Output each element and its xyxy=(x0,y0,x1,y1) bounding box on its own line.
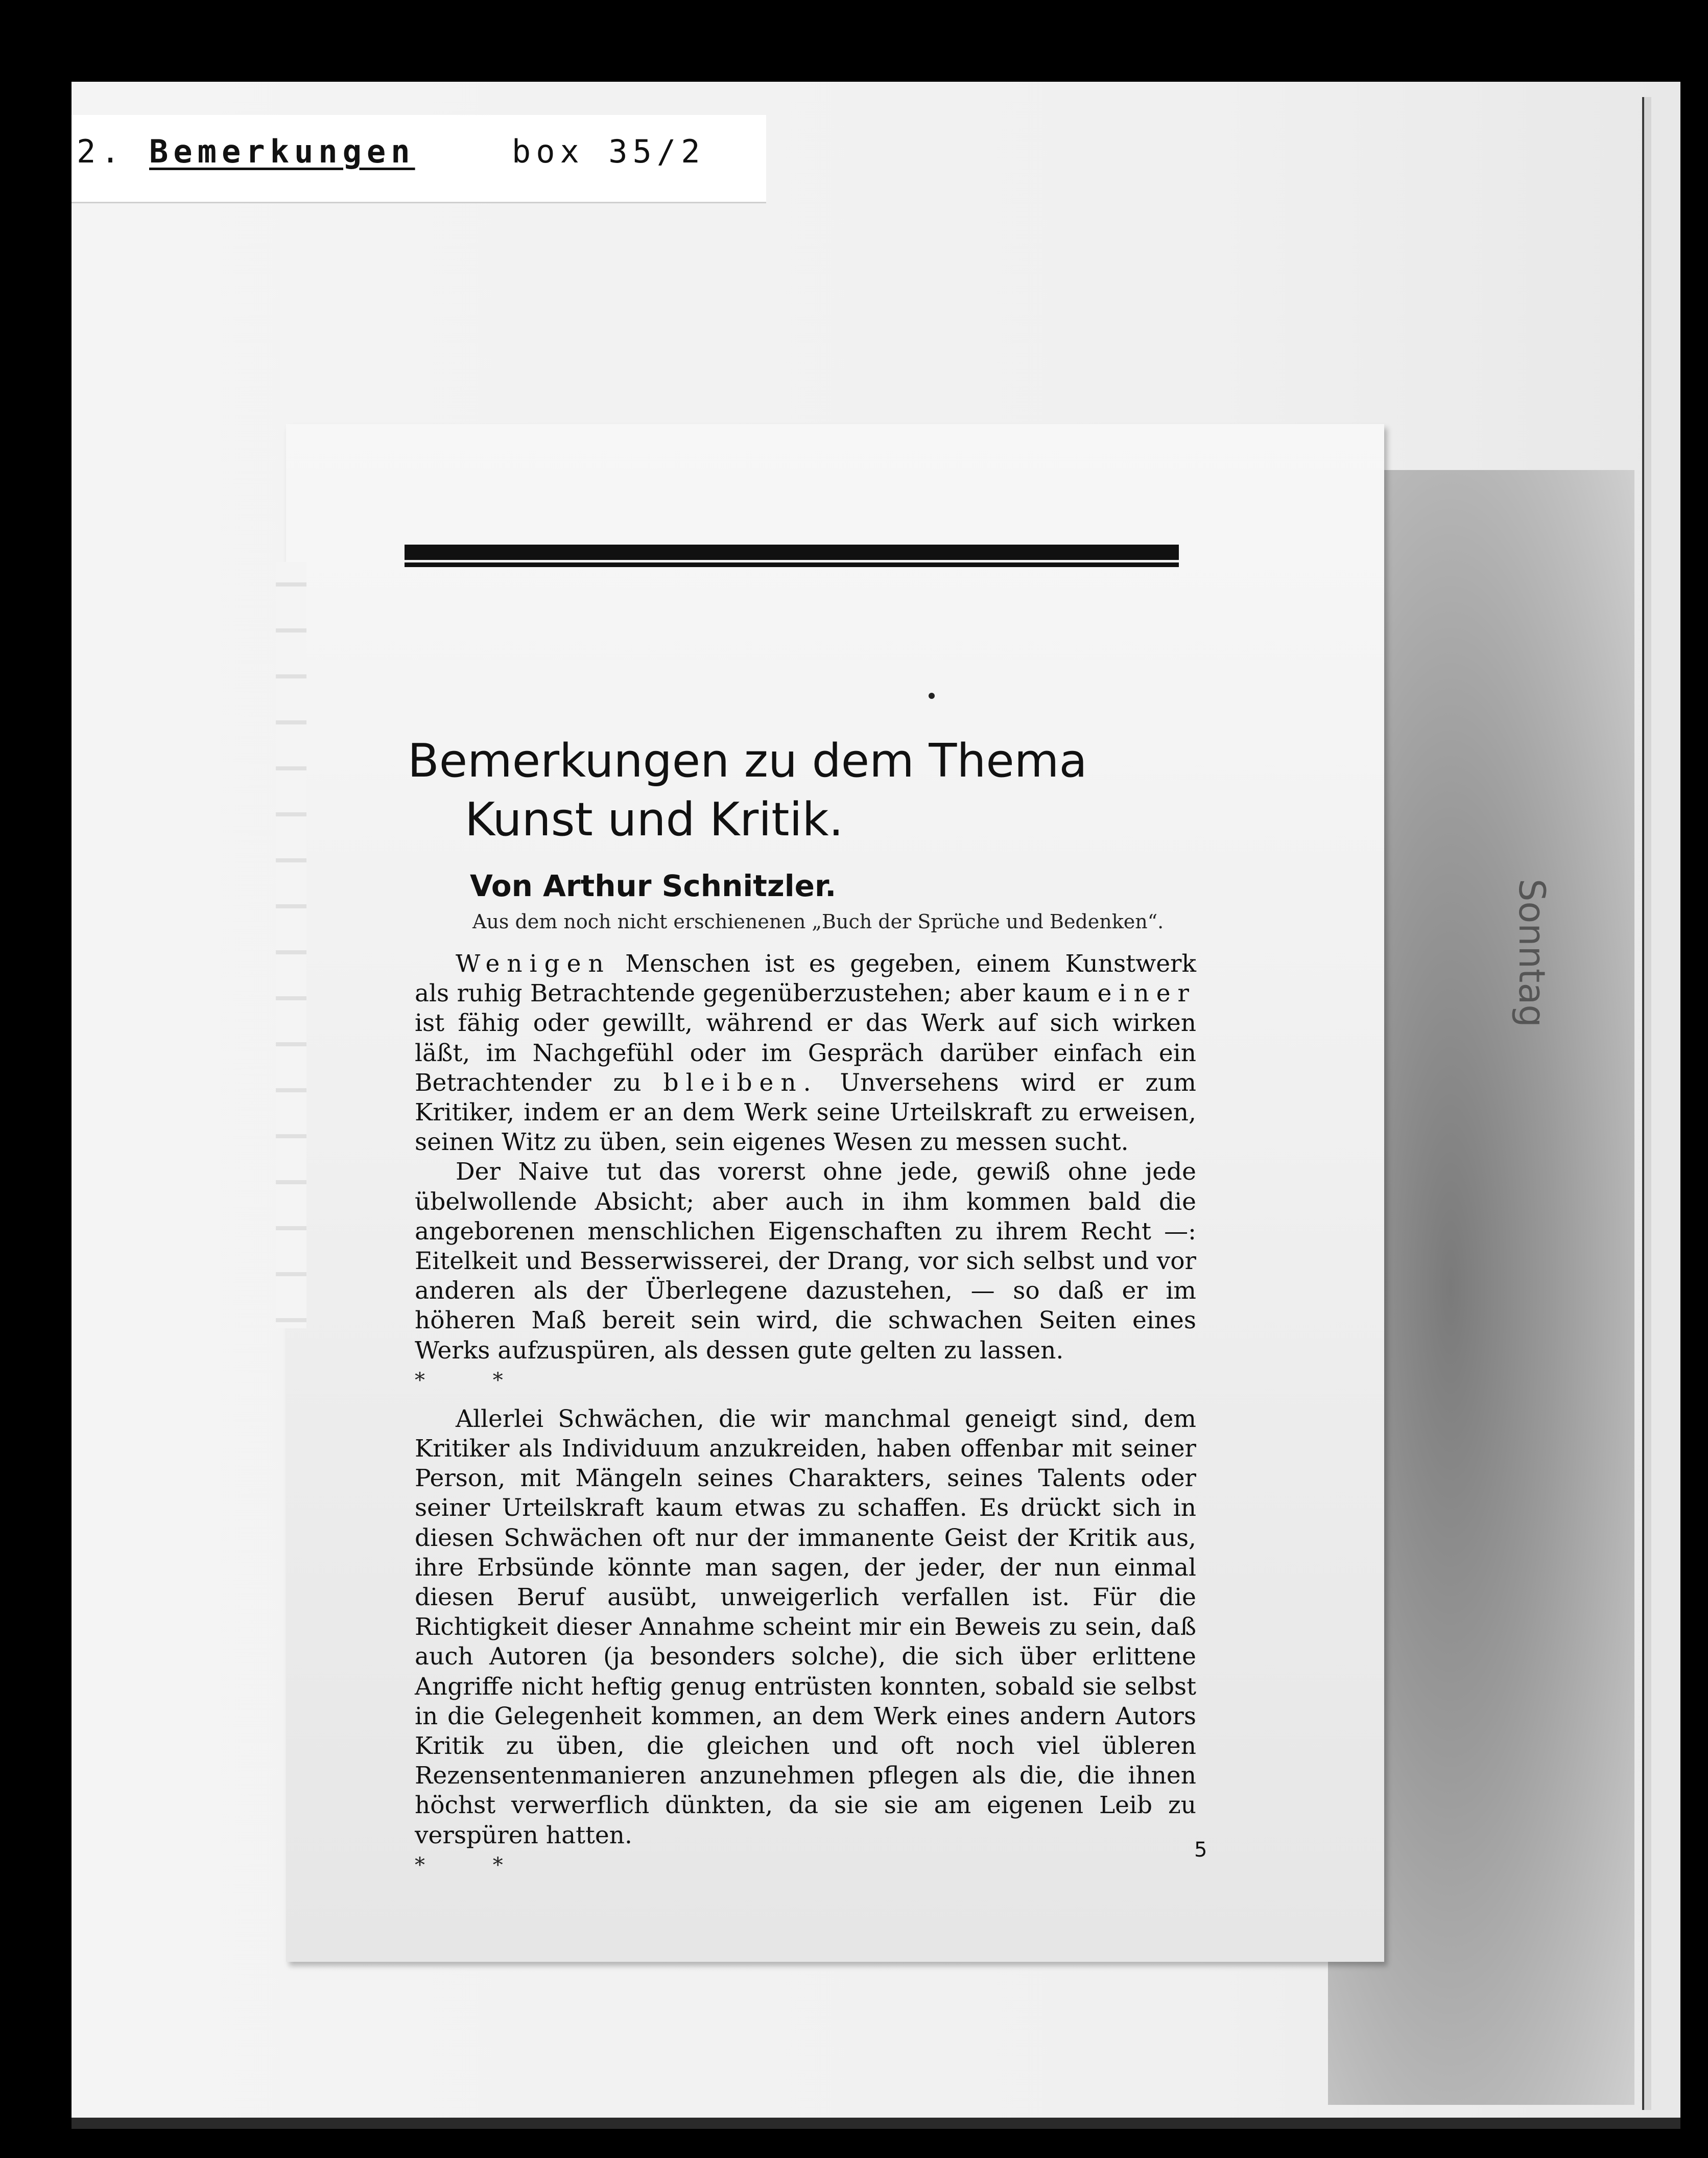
handwritten-note: Sonntag xyxy=(1511,879,1553,1027)
article-title: Bemerkungen zu dem Thema xyxy=(408,734,1087,788)
spaced-word: einer xyxy=(1097,979,1196,1008)
bottom-shadow xyxy=(72,2118,1680,2129)
paragraph-3: Allerlei Schwächen, die wir manchmal geneigt sind, dem Kritiker als Individuum anzukreiden, haben offenbar mit seiner Person, mit Mängeln seines Charakters, seines Talents oder seiner Urteilskraft kaum etwas zu schaffen. Es drückt sich in diesen Schwächen oft nur der immanente Geist der Kritik aus, ihre Erbsünde könnte man sagen, der jeder, der nun einmal diesen Beruf ausübt, unweigerlich verfallen ist. Für die Richtigkeit dieser Annahme scheint mir ein Beweis zu sein, daß auch Autoren (ja besonders solche), die sich über erlittene Angriffe nicht heftig genug entrüsten konnten, sobald sie selbst in die Gelegenheit kommen, an dem Werk eines andern Autors Kritik zu üben, die gleichen und oft noch viel übleren Rezensentenmanieren anzunehmen pflegen als die, die ihnen höchst verwerflich dünkten, da sie sie am eigenen Leib zu verspüren hatten. xyxy=(415,1404,1196,1849)
paragraph-gap xyxy=(415,1395,1196,1404)
source-note: Aus dem noch nicht erschienenen „Buch der Sprüche und Bedenken“. xyxy=(472,910,1164,933)
print-dot xyxy=(929,693,935,699)
paragraph-1-text-a: Menschen ist es gegeben, einem Kunstwerk als ruhig Betrachtende gegenüberzustehen; aber kaum xyxy=(415,950,1196,1008)
byline: Von Arthur Schnitzler. xyxy=(470,869,837,903)
page-number: 5 xyxy=(1194,1838,1207,1862)
archive-label-text xyxy=(77,133,705,170)
label-title: Bemerkungen xyxy=(149,133,415,170)
paragraph-2: Der Naive tut das vorerst ohne jede, gewiß ohne jede übelwollende Absicht; aber auch in ihm kommen bald die angeborenen menschlichen Eigenschaften zu ihrem Recht —: Eitelkeit und Besserwisserei, der Drang, vor sich selbst und vor anderen als der Überlegene dazustehen, — so daß er im höheren Maß bereit sein wird, die schwachen Seiten eines Werks aufzuspüren, als dessen gute gelten zu lassen. xyxy=(415,1158,1196,1365)
section-separator: * * xyxy=(415,1368,534,1392)
paragraph-1 xyxy=(415,949,1196,1157)
sheet-edge xyxy=(1642,97,1651,2110)
label-number: 2. xyxy=(77,133,125,170)
torn-edge xyxy=(276,562,306,1328)
section-separator-2: * * xyxy=(415,1853,534,1877)
paragraph-1-text-b: ist fähig oder gewillt, während er das Werk auf sich wirken läßt, im Nachgefühl oder im Gespräch darüber einfach ein Betrachtender zu xyxy=(415,1009,1196,1097)
paragraph-1-text-c: Unversehens wird er zum Kritiker, indem er an dem Werk seine Urteilskraft zu erweisen, seinen Witz zu üben, sein eigenes Wesen zu messen sucht. xyxy=(415,1068,1196,1157)
label-box: box 35/2 xyxy=(511,133,705,170)
header-rule xyxy=(405,545,1179,562)
article-title-line2: Kunst und Kritik. xyxy=(465,793,844,847)
spaced-word: Wenigen xyxy=(456,950,611,978)
article-body xyxy=(415,949,1196,1880)
spaced-word: bleiben. xyxy=(663,1068,818,1097)
